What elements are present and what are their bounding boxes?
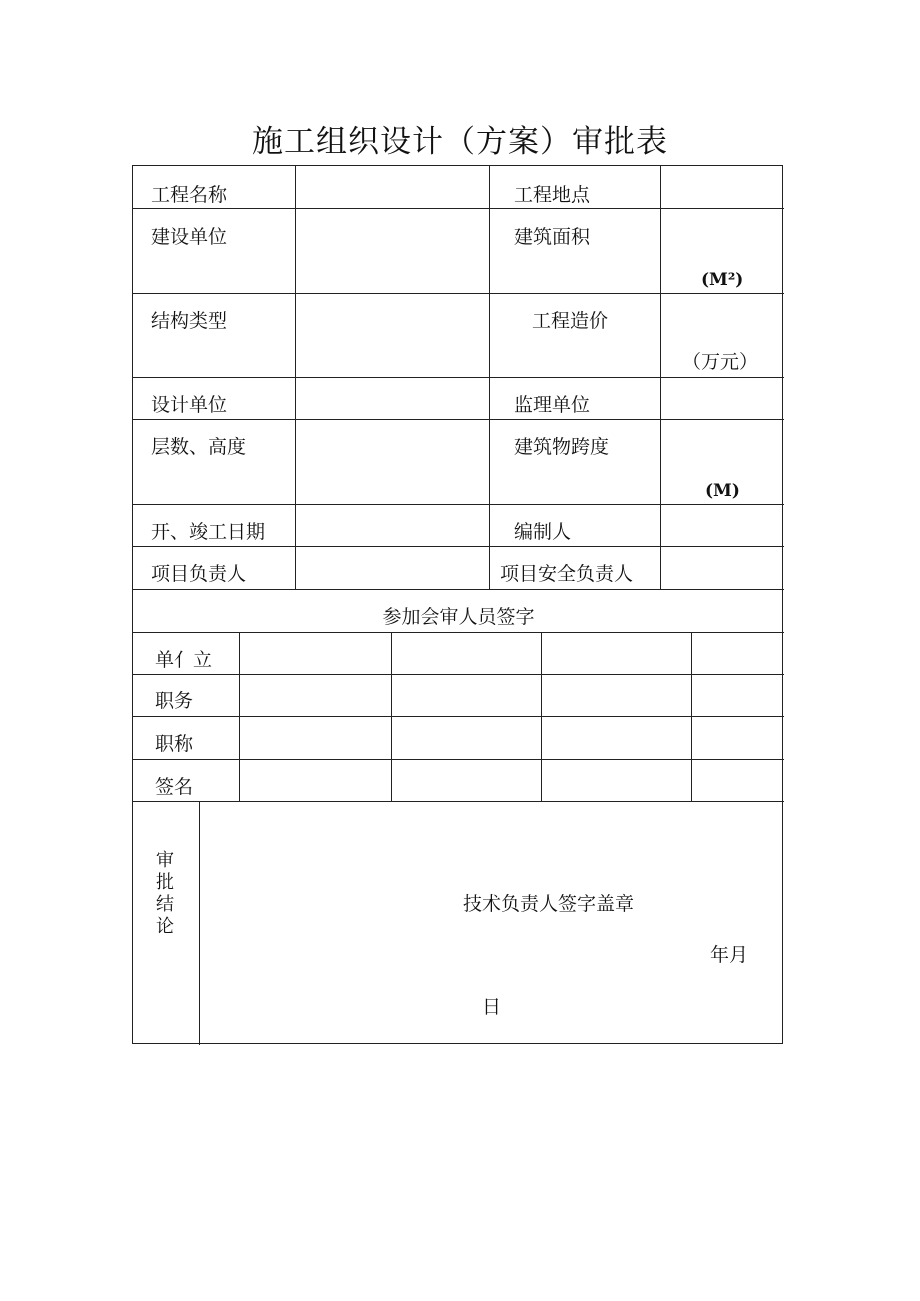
label-supervision-unit: 监理单位 xyxy=(514,394,591,416)
label-safety-manager: 项目安全负责人 xyxy=(500,563,634,585)
conclusion-label: 审批结论 xyxy=(156,850,174,937)
label-project-manager: 项目负责人 xyxy=(151,563,247,585)
label-design-unit: 设计单位 xyxy=(151,394,228,416)
review-row-label: 职称 xyxy=(155,733,194,755)
unit-span: (M) xyxy=(705,481,740,501)
label-dates: 开、竣工日期 xyxy=(151,521,266,543)
page-title: 施工组织设计（方案）审批表 xyxy=(252,124,668,160)
label-owner: 建设单位 xyxy=(151,226,228,248)
review-heading: 参加会审人员签字 xyxy=(382,606,535,628)
approval-form xyxy=(132,165,783,1044)
unit-cost: （万元） xyxy=(682,351,759,373)
review-row-label: 签名 xyxy=(155,776,194,798)
year-month-label: 年月 xyxy=(710,944,749,966)
label-span: 建筑物跨度 xyxy=(514,436,610,458)
review-row-label: 单亻立 xyxy=(155,649,213,671)
unit-area: (M²) xyxy=(701,270,744,290)
review-row-label: 职务 xyxy=(155,690,194,712)
label-project-location: 工程地点 xyxy=(514,184,591,206)
signature-label: 技术负责人签字盖章 xyxy=(463,893,635,915)
label-floors-height: 层数、高度 xyxy=(151,436,247,458)
label-project-cost: 工程造价 xyxy=(532,310,609,332)
day-label: 日 xyxy=(482,996,502,1018)
label-building-area: 建筑面积 xyxy=(514,226,591,248)
label-structure-type: 结构类型 xyxy=(151,310,228,332)
label-compiler: 编制人 xyxy=(514,521,572,543)
label-project-name: 工程名称 xyxy=(151,184,228,206)
